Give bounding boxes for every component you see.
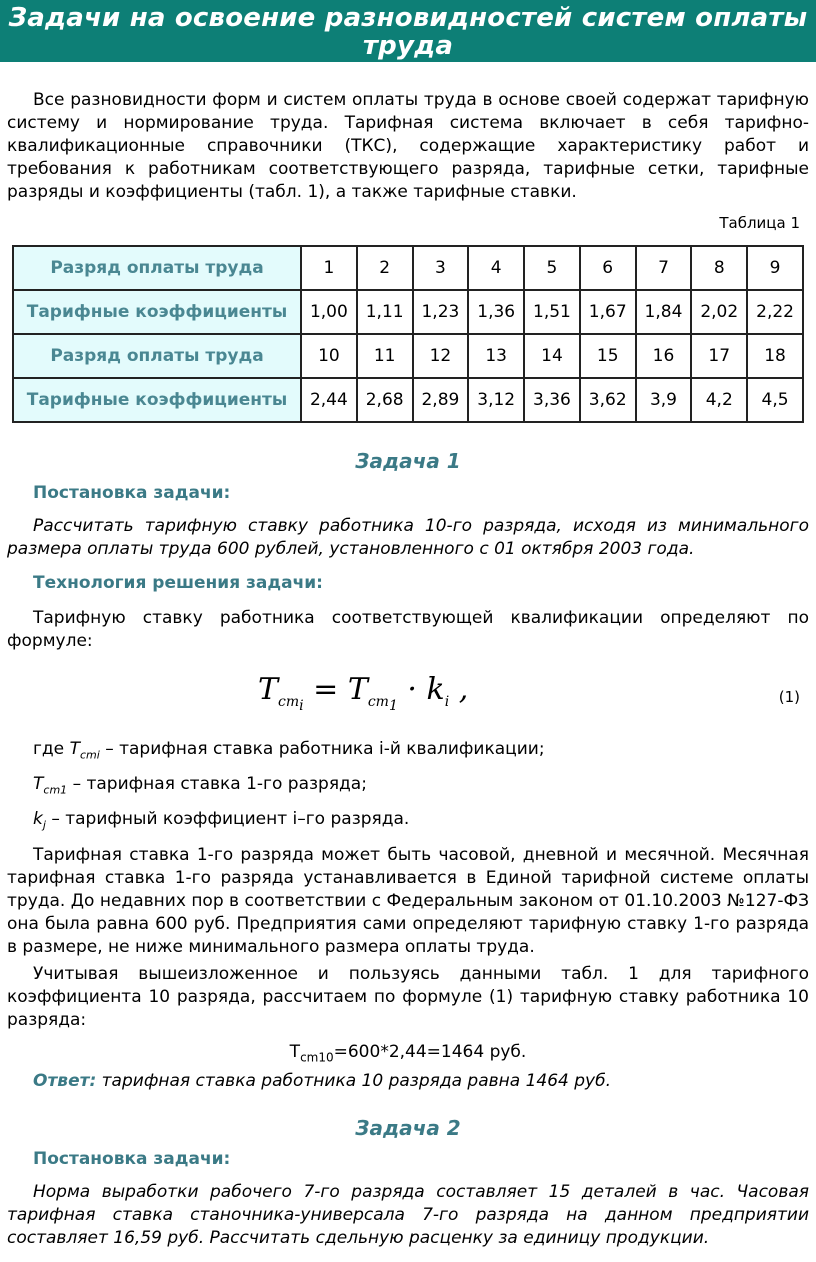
tariff-table [12, 245, 804, 423]
coef-cell: 4,5 [747, 378, 803, 422]
grade-cell: 9 [747, 246, 803, 290]
where-text-3: – тарифный коэффициент i–го разряда. [51, 809, 410, 829]
page-title: Задачи на освоение разновидностей систем оплаты труда [0, 0, 816, 62]
grade-cell: 6 [580, 246, 636, 290]
coef-cell: 3,12 [468, 378, 524, 422]
calculation-text: =600*2,44=1464 руб. [333, 1042, 527, 1062]
grade-cell: 17 [691, 334, 747, 378]
answer-text: тарифная ставка работника 10 разряда равна 1464 руб. [101, 1071, 611, 1091]
coef-cell: 2,44 [301, 378, 357, 422]
where-line-1: где $T_{cmi}$ – тарифная ставка работника i-й квалификации; [33, 739, 545, 762]
task1-statement: Рассчитать тарифную ставку работника 10-го разряда, исходя из минимального размера оплаты труда 600 рублей, установленного с 01 октября 2003 года. [7, 516, 809, 559]
task1-answer [33, 1070, 803, 1093]
task2-statement-heading: Постановка задачи: [33, 1149, 231, 1169]
where-text-2: – тарифная ставка 1-го разряда; [72, 774, 367, 794]
grade-cell: 7 [636, 246, 692, 290]
coef-cell: 2,89 [413, 378, 469, 422]
grade-cell: 15 [580, 334, 636, 378]
grade-cell: 10 [301, 334, 357, 378]
task1-paragraph-2: Учитывая вышеизложенное и пользуясь данными табл. 1 для тарифного коэффициента 10 разряда, рассчитаем по формуле (1) тарифную ставку работника 10 разряда: [7, 964, 809, 1030]
table-row [13, 378, 803, 422]
grade-cell: 13 [468, 334, 524, 378]
row-label: Тарифные коэффициенты [13, 290, 301, 334]
coef-cell: 1,67 [580, 290, 636, 334]
row-label: Разряд оплаты труда [13, 246, 301, 290]
task1-solution-heading: Технология решения задачи: [33, 573, 323, 593]
coef-cell: 1,51 [524, 290, 580, 334]
table-row [13, 246, 803, 290]
coef-cell: 1,36 [468, 290, 524, 334]
row-label: Разряд оплаты труда [13, 334, 301, 378]
task2-statement: Норма выработки рабочего 7-го разряда составляет 15 деталей в час. Часовая тарифная ставка станочника-универсала 7-го разряда на данном предприятии составляет 16,59 руб. Рассчитать сдельную расценку за единицу продукции. [7, 1182, 809, 1248]
row-label: Тарифные коэффициенты [13, 378, 301, 422]
where-text-1: – тарифная ставка работника i-й квалификации; [105, 739, 545, 759]
coef-cell: 2,68 [357, 378, 413, 422]
where-line-2: $T_{cm1}$ – тарифная ставка 1-го разряда; [33, 774, 367, 797]
task1-solution-intro: Тарифную ставку работника соответствующей квалификации определяют по формуле: [7, 608, 809, 651]
grade-cell: 12 [413, 334, 469, 378]
task1-statement-heading: Постановка задачи: [33, 483, 231, 503]
grade-cell: 16 [636, 334, 692, 378]
task2-title: Задача 2 [355, 1116, 461, 1140]
coef-cell: 2,02 [691, 290, 747, 334]
coef-cell: 4,2 [691, 378, 747, 422]
coef-cell: 1,00 [301, 290, 357, 334]
coef-cell: 2,22 [747, 290, 803, 334]
grade-cell: 3 [413, 246, 469, 290]
coef-cell: 3,36 [524, 378, 580, 422]
task1-title: Задача 1 [355, 449, 461, 473]
grade-cell: 14 [524, 334, 580, 378]
coef-cell: 3,62 [580, 378, 636, 422]
table-row [13, 334, 803, 378]
calculation: $T_{cm10}=600*2,44=1464$ руб. [289, 1042, 527, 1065]
formula: $T_{cm_i} = T_{cm_1} \cdot k_i$ , [258, 672, 469, 714]
grade-cell: 8 [691, 246, 747, 290]
coef-cell: 1,84 [636, 290, 692, 334]
answer-label: Ответ: [33, 1071, 97, 1091]
intro-paragraph: Все разновидности форм и систем оплаты труда в основе своей содержат тарифную систему и нормирование труда. Тарифная система включает в себя тарифно-квалификационные справочники (ТКС), содержащие характеристику работ и требования к работникам соответствующего разряда, тарифные сетки, тарифные разряды и коэффициенты (табл. 1), а также тарифные ставки. [7, 90, 809, 202]
task1-paragraph-1: Тарифная ставка 1-го разряда может быть часовой, дневной и месячной. Месячная тарифная ставка 1-го разряда устанавливается в Единой тарифной системе оплаты труда. До недавних пор в соответствии с Федеральным законом от 01.10.2003 №127-ФЗ она была равна 600 руб. Предприятия сами определяют тарифную ставку 1-го разряда в размере, не ниже минимального размера оплаты труда. [7, 845, 809, 957]
grade-cell: 11 [357, 334, 413, 378]
coef-cell: 3,9 [636, 378, 692, 422]
grade-cell: 5 [524, 246, 580, 290]
where-line-3: $k_j$ – тарифный коэффициент i–го разряда. [33, 809, 410, 832]
coef-cell: 1,23 [413, 290, 469, 334]
table-caption: Таблица 1 [719, 214, 800, 232]
grade-cell: 1 [301, 246, 357, 290]
grade-cell: 4 [468, 246, 524, 290]
table-row [13, 290, 803, 334]
grade-cell: 18 [747, 334, 803, 378]
grade-cell: 2 [357, 246, 413, 290]
coef-cell: 1,11 [357, 290, 413, 334]
formula-number: (1) [778, 688, 800, 706]
